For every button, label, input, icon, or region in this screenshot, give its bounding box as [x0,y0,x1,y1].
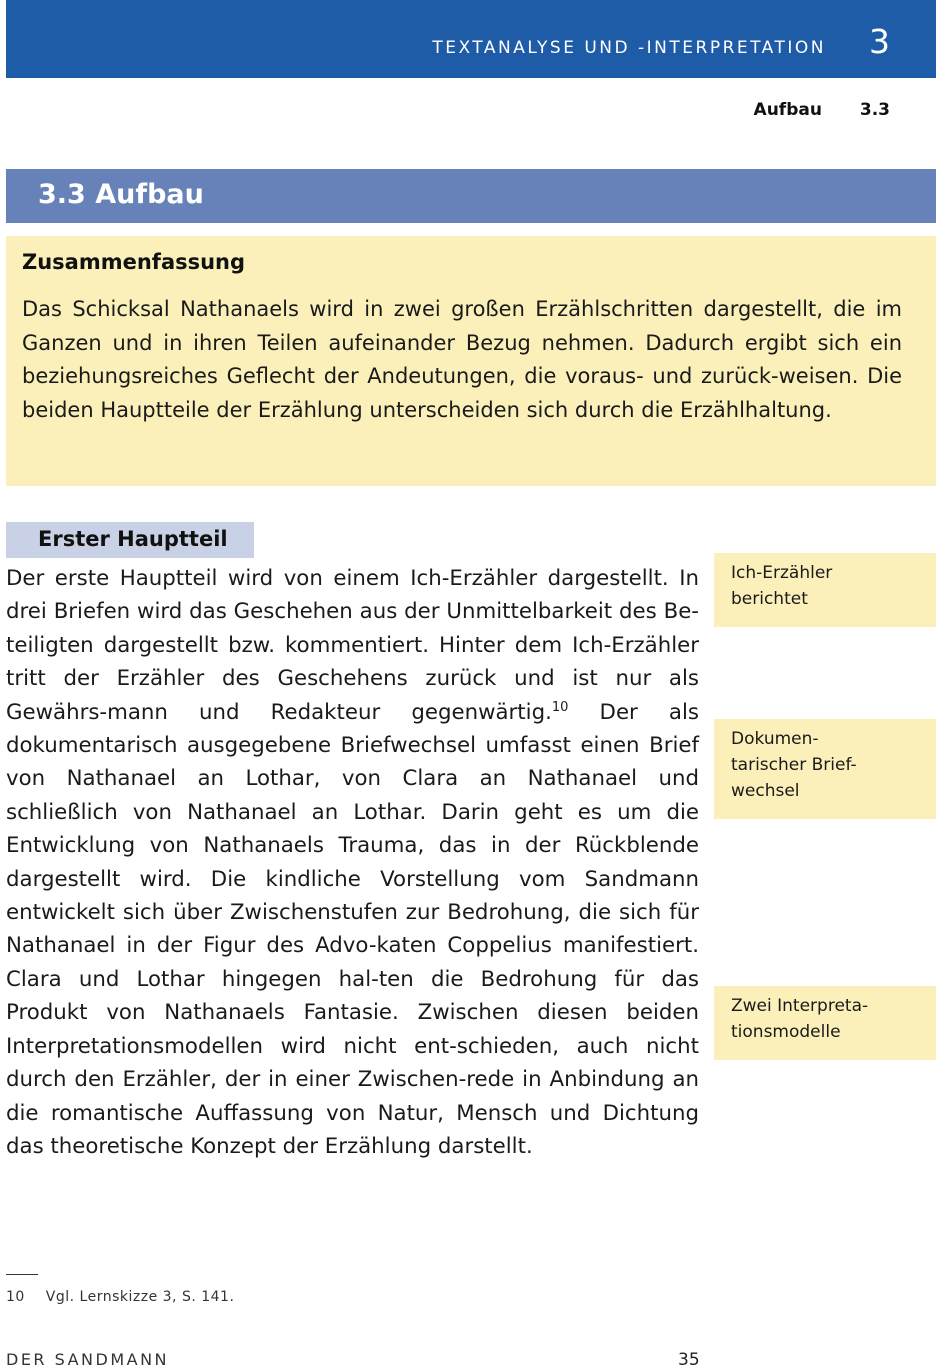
margin-note-briefwechsel [714,719,936,819]
margin-note-ich-erzaehler [714,553,936,627]
footer-book-title: DER SANDMANN [6,1350,170,1369]
body-text-part-1: Der erste Hauptteil wird von einem Ich-Erzähler dargestellt. In drei Briefen wird das Geschehen aus der Unmittelbarkeit des Be-teiligten dargestellt bzw. kommentiert. Hinter dem Ich-Erzähler tritt der Erzähler des Geschehens zurück und ist nur als Gewährs-mann und Redakteur gegenwärtig. [6,566,699,725]
margin-note-line: wechsel [731,780,800,801]
footnote-number: 10 [6,1289,25,1305]
margin-note-interpretationsmodelle [714,986,936,1060]
summary-box [6,236,936,486]
running-head [754,100,890,120]
page-number: 35 [678,1350,700,1370]
section-title: 3.3 Aufbau [38,179,204,210]
subsection-heading-bar [6,522,254,558]
section-heading-bar [6,169,936,223]
running-head-number: 3.3 [859,100,890,120]
margin-note-line: tionsmodelle [731,1021,841,1042]
margin-note-line: tarischer Brief- [731,754,857,775]
margin-note-line: Ich-Erzähler [731,563,833,583]
body-text-part-2: Der als dokumentarisch ausgegebene Briefwechsel umfasst einen Brief von Nathanael an Lothar, von Clara an Nathanael und schließlich von Nathanael an Lothar. Darin geht es um die Entwicklung von Nathanaels Trauma, das in der Rückblende dargestellt wird. Die kindliche Vorstellung vom Sandmann entwickelt sich über Zwischenstufen zur Bedrohung, die sich für Nathanael in der Figur des Advo-katen Coppelius manifestiert. Clara und Lothar hingegen hal-ten die Bedrohung für das Produkt von Nathanaels Fantasie. Zwischen diesen beiden Interpretationsmodellen wird nicht ent-schieden, auch nicht durch den Erzähler, der in einer Zwischen-rede in Anbindung an die romantische Auffassung von Natur, Mensch und Dichtung das theoretische Konzept der Erzählung darstellt. [6,699,699,1159]
footnote-text: Vgl. Lernskizze 3, S. 141. [45,1289,235,1305]
summary-heading: Zusammenfassung [22,250,246,274]
margin-note-line: Dokumen- [731,729,819,749]
margin-note-line: berichtet [731,588,808,609]
body-paragraph [6,562,699,1163]
footnote-reference[interactable]: 10 [551,699,569,715]
running-head-title: Aufbau [753,100,822,120]
chapter-title: TEXTANALYSE UND -INTERPRETATION [432,38,826,58]
footnote-divider [6,1274,38,1275]
subsection-title: Erster Hauptteil [38,527,228,551]
footnote [6,1289,234,1305]
chapter-header-bar [6,0,936,78]
margin-note-line: Zwei Interpreta- [731,996,869,1016]
summary-text: Das Schicksal Nathanaels wird in zwei großen Erzählschritten dargestellt, die im Ganzen und in ihren Teilen aufeinander Bezug nehmen. Dadurch ergibt sich ein beziehungsreiches Geflecht der Andeutungen, die voraus- und zurück-weisen. Die beiden Hauptteile der Erzählung unterscheiden sich durch die Erzählhaltung. [22,297,902,422]
chapter-number: 3 [869,22,890,61]
